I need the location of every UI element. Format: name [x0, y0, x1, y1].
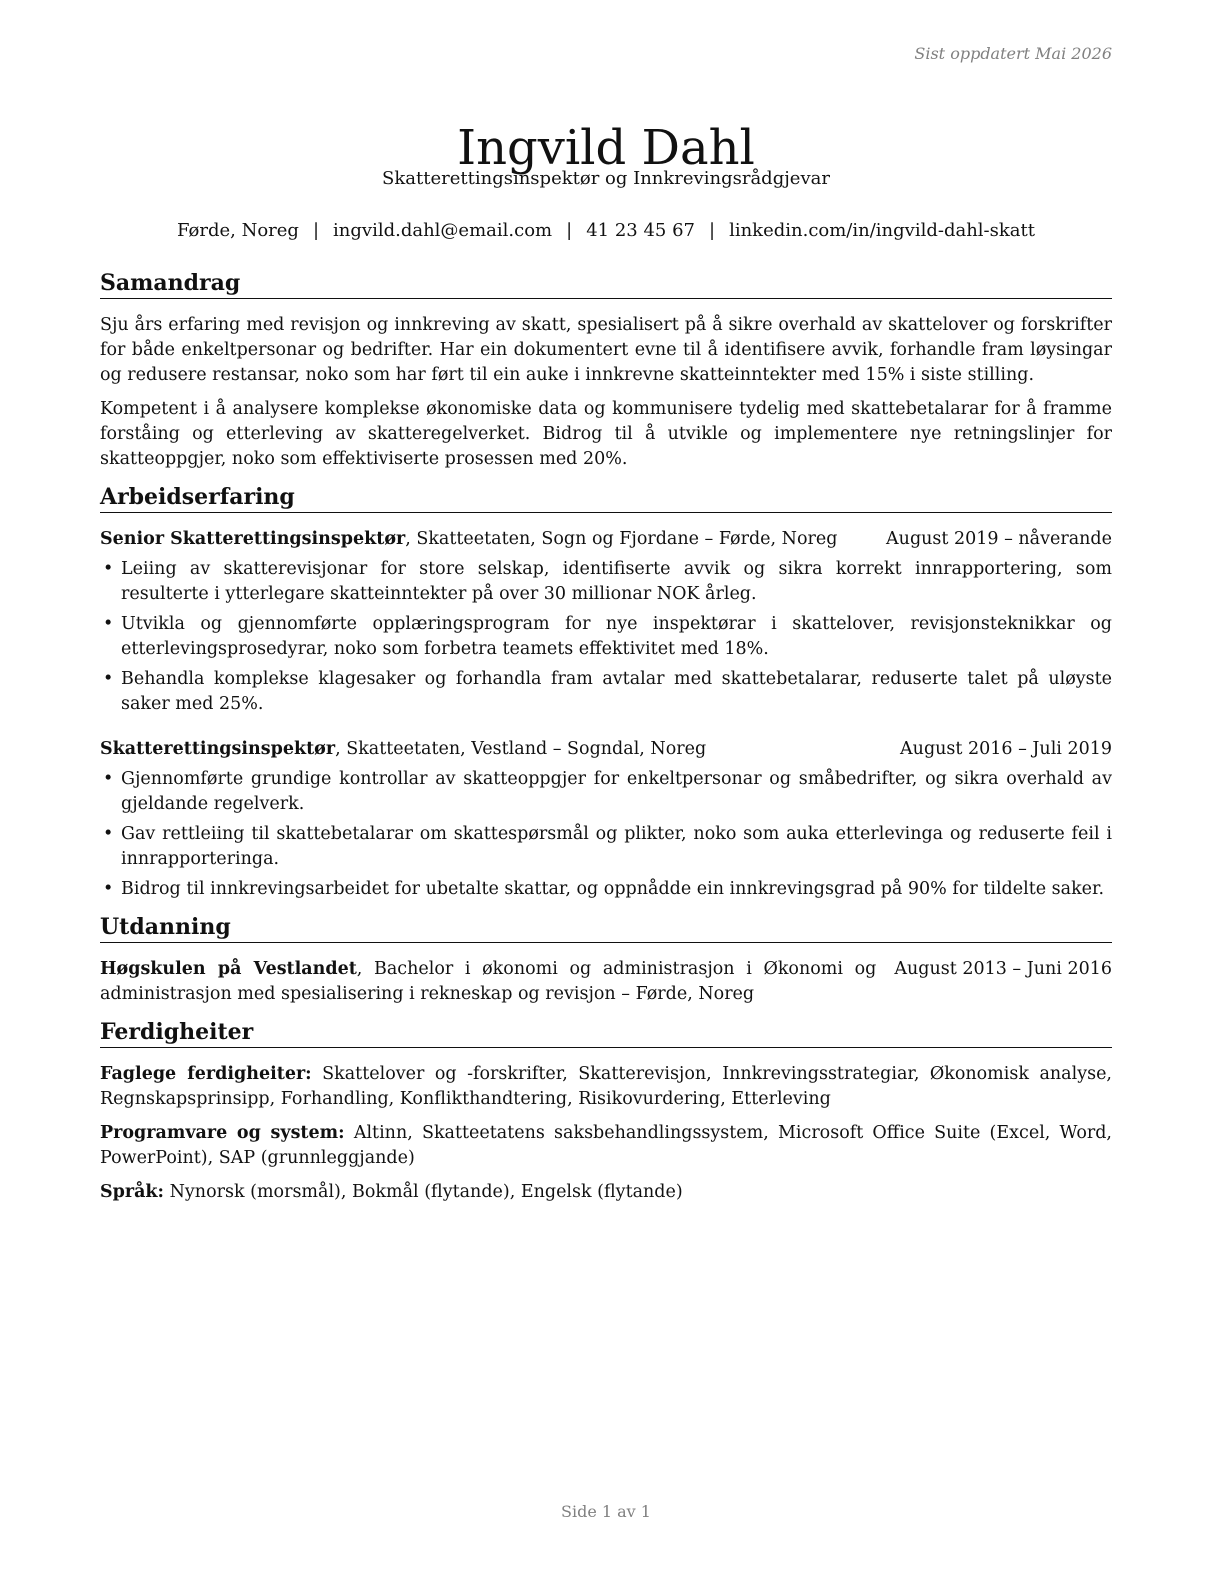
contact-separator: | [566, 220, 573, 241]
section-heading-summary: Samandrag [100, 268, 1112, 299]
job-bullet-list [100, 767, 1112, 902]
skill-label: Faglege ferdigheiter: [100, 1064, 312, 1084]
experience-section [100, 482, 1112, 902]
job-title-line [100, 737, 900, 762]
skills-body [100, 1062, 1112, 1205]
job-employer: , Skatteetaten, Vestland – Sogndal, Noreg [335, 739, 707, 759]
resume-page [100, 0, 1112, 1584]
last-updated-note: Sist oppdatert Mai 2026 [914, 44, 1112, 63]
education-line [100, 957, 894, 1007]
bullet-text: Behandla komplekse klagesaker og forhandla fram avtalar med skattebetalarar, reduserte talet på uløyste saker med 25%. [121, 669, 1112, 714]
list-item [100, 822, 1112, 872]
section-heading-skills: Ferdigheiter [100, 1017, 1112, 1048]
contact-phone: 41 23 45 67 [586, 220, 695, 241]
bullet-text: Utvikla og gjennomførte opplæringsprogram for nye inspektørar i skattelover, revisjonsteknikkar og etterlevingsprosedyrar, noko som forbetra teamets effektivitet med 18%. [121, 614, 1112, 659]
skill-label: Programvare og system: [100, 1123, 345, 1143]
skill-label: Språk: [100, 1182, 165, 1202]
contact-line [100, 219, 1112, 243]
job-role: Skatterettingsinspektør [100, 739, 336, 759]
candidate-title: Skatterettingsinspektør og Innkrevingsrådgjevar [382, 168, 830, 189]
bullet-text: Gjennomførte grundige kontrollar av skatteoppgjer for enkeltpersonar og småbedrifter, og sikra overhald av gjeldande regelverk. [121, 769, 1112, 814]
bullet-icon: • [103, 614, 114, 634]
bullet-text: Bidrog til innkrevingsarbeidet for ubetalte skattar, og oppnådde ein innkrevingsgrad på 90% for tildelte saker. [121, 879, 1105, 899]
skill-row [100, 1062, 1112, 1112]
job-dates: August 2016 – Juli 2019 [900, 739, 1112, 759]
list-item [100, 557, 1112, 607]
job-employer: , Skatteetaten, Sogn og Fjordane – Førde, Noreg [405, 529, 838, 549]
education-dates: August 2013 – Juni 2016 [894, 959, 1112, 979]
education-entry [100, 957, 1112, 1007]
resume-content [100, 268, 1112, 1205]
contact-linkedin[interactable]: linkedin.com/in/ingvild-dahl-skatt [729, 220, 1035, 241]
section-heading-education: Utdanning [100, 912, 1112, 943]
contact-separator: | [708, 220, 716, 241]
education-school: Høgskulen på Vestlandet [100, 959, 357, 979]
job-header [100, 737, 1112, 762]
list-item [100, 612, 1112, 662]
job-dates: August 2019 – nåverande [886, 529, 1112, 549]
summary-paragraph: Sju års erfaring med revisjon og innkreving av skatt, spesialisert på å sikre overhald av skattelover og forskrifter for både enkeltpersonar og bedrifter. Har ein dokumentert evne til å identifisere avvik, forhandle fram løysingar og redusere restansar, noko som har ført til ein auke i innkrevne skatteinntekter med 15% i siste stilling. [100, 315, 1112, 385]
bullet-icon: • [103, 769, 114, 789]
summary-body [100, 313, 1112, 472]
summary-paragraph: Kompetent i å analysere komplekse økonomiske data og kommunisere tydelig med skattebetalarar for å framme forståing og etterleving av skatteregelverket. Bidrog til å utvikle og implementere nye retningslinjer for skatteoppgjer, noko som effektiviserte prosessen med 20%. [100, 399, 1112, 469]
skill-value: Nynorsk (morsmål), Bokmål (flytande), Engelsk (flytande) [169, 1182, 683, 1202]
list-item [100, 667, 1112, 717]
section-heading-experience: Arbeidserfaring [100, 482, 1112, 513]
job-bullet-list [100, 557, 1112, 717]
job-header [100, 527, 1112, 552]
list-item [100, 877, 1112, 902]
bullet-icon: • [103, 669, 114, 689]
skill-value: Altinn, Skatteetatens saksbehandlingssystem, Microsoft Office Suite (Excel, Word, PowerPoint), SAP (grunnleggjande) [100, 1123, 1112, 1168]
bullet-icon: • [103, 559, 114, 579]
bullet-text: Gav rettleiing til skattebetalarar om skattespørsmål og plikter, noko som auka etterlevinga og reduserte feil i innrapporteringa. [121, 824, 1112, 869]
contact-separator: | [312, 220, 320, 241]
experience-body [100, 527, 1112, 902]
contact-location: Førde, Noreg [177, 220, 299, 241]
contact-email[interactable]: ingvild.dahl@email.com [333, 220, 553, 241]
education-section [100, 912, 1112, 1007]
job-entry [100, 737, 1112, 902]
skill-row [100, 1180, 1112, 1205]
bullet-text: Leiing av skatterevisjonar for store selskap, identifiserte avvik og sikra korrekt innrapportering, som resulterte i ytterlegare skatteinntekter på over 30 millionar NOK årleg. [121, 559, 1112, 604]
bullet-icon: • [103, 824, 114, 844]
bullet-icon: • [103, 879, 114, 899]
summary-section [100, 268, 1112, 472]
skills-section [100, 1017, 1112, 1205]
education-degree: , Bachelor i økonomi og administrasjon i Økonomi og administrasjon med spesialisering i rekneskap og revisjon – Førde, Noreg [100, 959, 877, 1004]
job-entry [100, 527, 1112, 717]
list-item [100, 767, 1112, 817]
candidate-name: Ingvild Dahl [457, 120, 755, 177]
job-title-line [100, 527, 886, 552]
education-body [100, 957, 1112, 1007]
page-number: Side 1 av 1 [561, 1502, 651, 1521]
job-role: Senior Skatterettingsinspektør [100, 529, 406, 549]
skill-value: Skattelover og -forskrifter, Skatterevisjon, Innkrevingsstrategiar, Økonomisk analyse, Regnskapsprinsipp, Forhandling, Konflikthandtering, Risikovurdering, Etterleving [100, 1064, 1112, 1109]
skill-row [100, 1121, 1112, 1171]
